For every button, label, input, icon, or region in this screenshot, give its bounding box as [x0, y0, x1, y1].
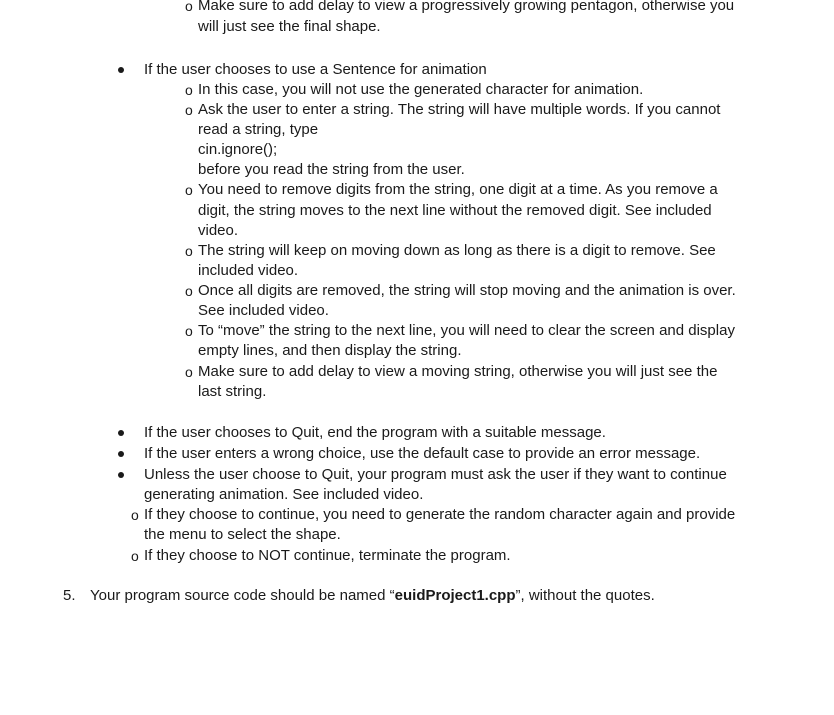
item5-filename: euidProject1.cpp: [394, 587, 516, 604]
not-continue-text: If they choose to NOT continue, terminate the program.: [144, 547, 511, 564]
sub-bullet-icon: o: [131, 548, 139, 564]
sentence-sub5-line-2: See included video.: [198, 302, 329, 319]
pentagon-line-1: Make sure to add delay to view a progressively growing pentagon, otherwise you: [198, 0, 735, 14]
bullet-icon: [118, 451, 124, 457]
sentence-sub2-line-4: before you read the string from the user.: [198, 161, 465, 178]
sub-bullet-icon: o: [185, 82, 193, 98]
sub-bullet-icon: o: [185, 323, 193, 339]
sub-bullet-icon: o: [185, 243, 193, 259]
unless-line-2: generating animation. See included video.: [144, 486, 424, 503]
wrong-choice-text: If the user enters a wrong choice, use the default case to provide an error message.: [144, 445, 701, 462]
pentagon-line-2: will just see the final shape.: [198, 18, 381, 35]
sentence-sub6-line-2: empty lines, and then display the string.: [198, 342, 462, 359]
item-number: 5.: [63, 587, 76, 604]
item5-after: ”, without the quotes.: [515, 587, 655, 604]
sub-bullet-icon: o: [185, 182, 193, 198]
item5-before: Your program source code should be named “: [90, 587, 395, 604]
item5-text: [90, 586, 655, 606]
sentence-sub6-line-1: To “move” the string to the next line, you will need to clear the screen and display: [198, 322, 735, 339]
sub-bullet-icon: o: [185, 102, 193, 118]
sentence-sub1-line-1: In this case, you will not use the generated character for animation.: [198, 81, 644, 98]
sub-bullet-icon: o: [131, 507, 139, 523]
sentence-sub5-line-1: Once all digits are removed, the string will stop moving and the animation is over.: [198, 282, 736, 299]
bullet-icon: [118, 472, 124, 478]
sentence-sub3-line-3: video.: [198, 222, 239, 239]
sub-bullet-icon: o: [185, 364, 193, 380]
sentence-sub7-line-1: Make sure to add delay to view a moving string, otherwise you will just see the: [198, 363, 718, 380]
quit-text: If the user chooses to Quit, end the program with a suitable message.: [144, 424, 606, 441]
sentence-sub2-line-1: Ask the user to enter a string. The string will have multiple words. If you cannot: [198, 101, 721, 118]
sentence-sub4-line-1: The string will keep on moving down as long as there is a digit to remove. See: [198, 242, 716, 259]
sentence-sub3-line-2: digit, the string moves to the next line without the removed digit. See included: [198, 202, 712, 219]
bullet-icon: [118, 430, 124, 436]
unless-line-1: Unless the user choose to Quit, your program must ask the user if they want to continue: [144, 466, 727, 483]
continue-line-1: If they choose to continue, you need to generate the random character again and provide: [144, 506, 736, 523]
bullet-icon: [118, 67, 124, 73]
continue-line-2: the menu to select the shape.: [144, 526, 341, 543]
sentence-sub2-line-3: cin.ignore();: [198, 141, 278, 158]
sentence-sub2-line-2: read a string, type: [198, 121, 319, 138]
sentence-sub7-line-2: last string.: [198, 383, 267, 400]
sub-bullet-icon: o: [185, 283, 193, 299]
sentence-sub4-line-2: included video.: [198, 262, 299, 279]
sentence-sub3-line-1: You need to remove digits from the string, one digit at a time. As you remove a: [198, 181, 718, 198]
sentence-heading: If the user chooses to use a Sentence for animation: [144, 61, 487, 78]
sub-bullet-icon: o: [185, 0, 193, 14]
